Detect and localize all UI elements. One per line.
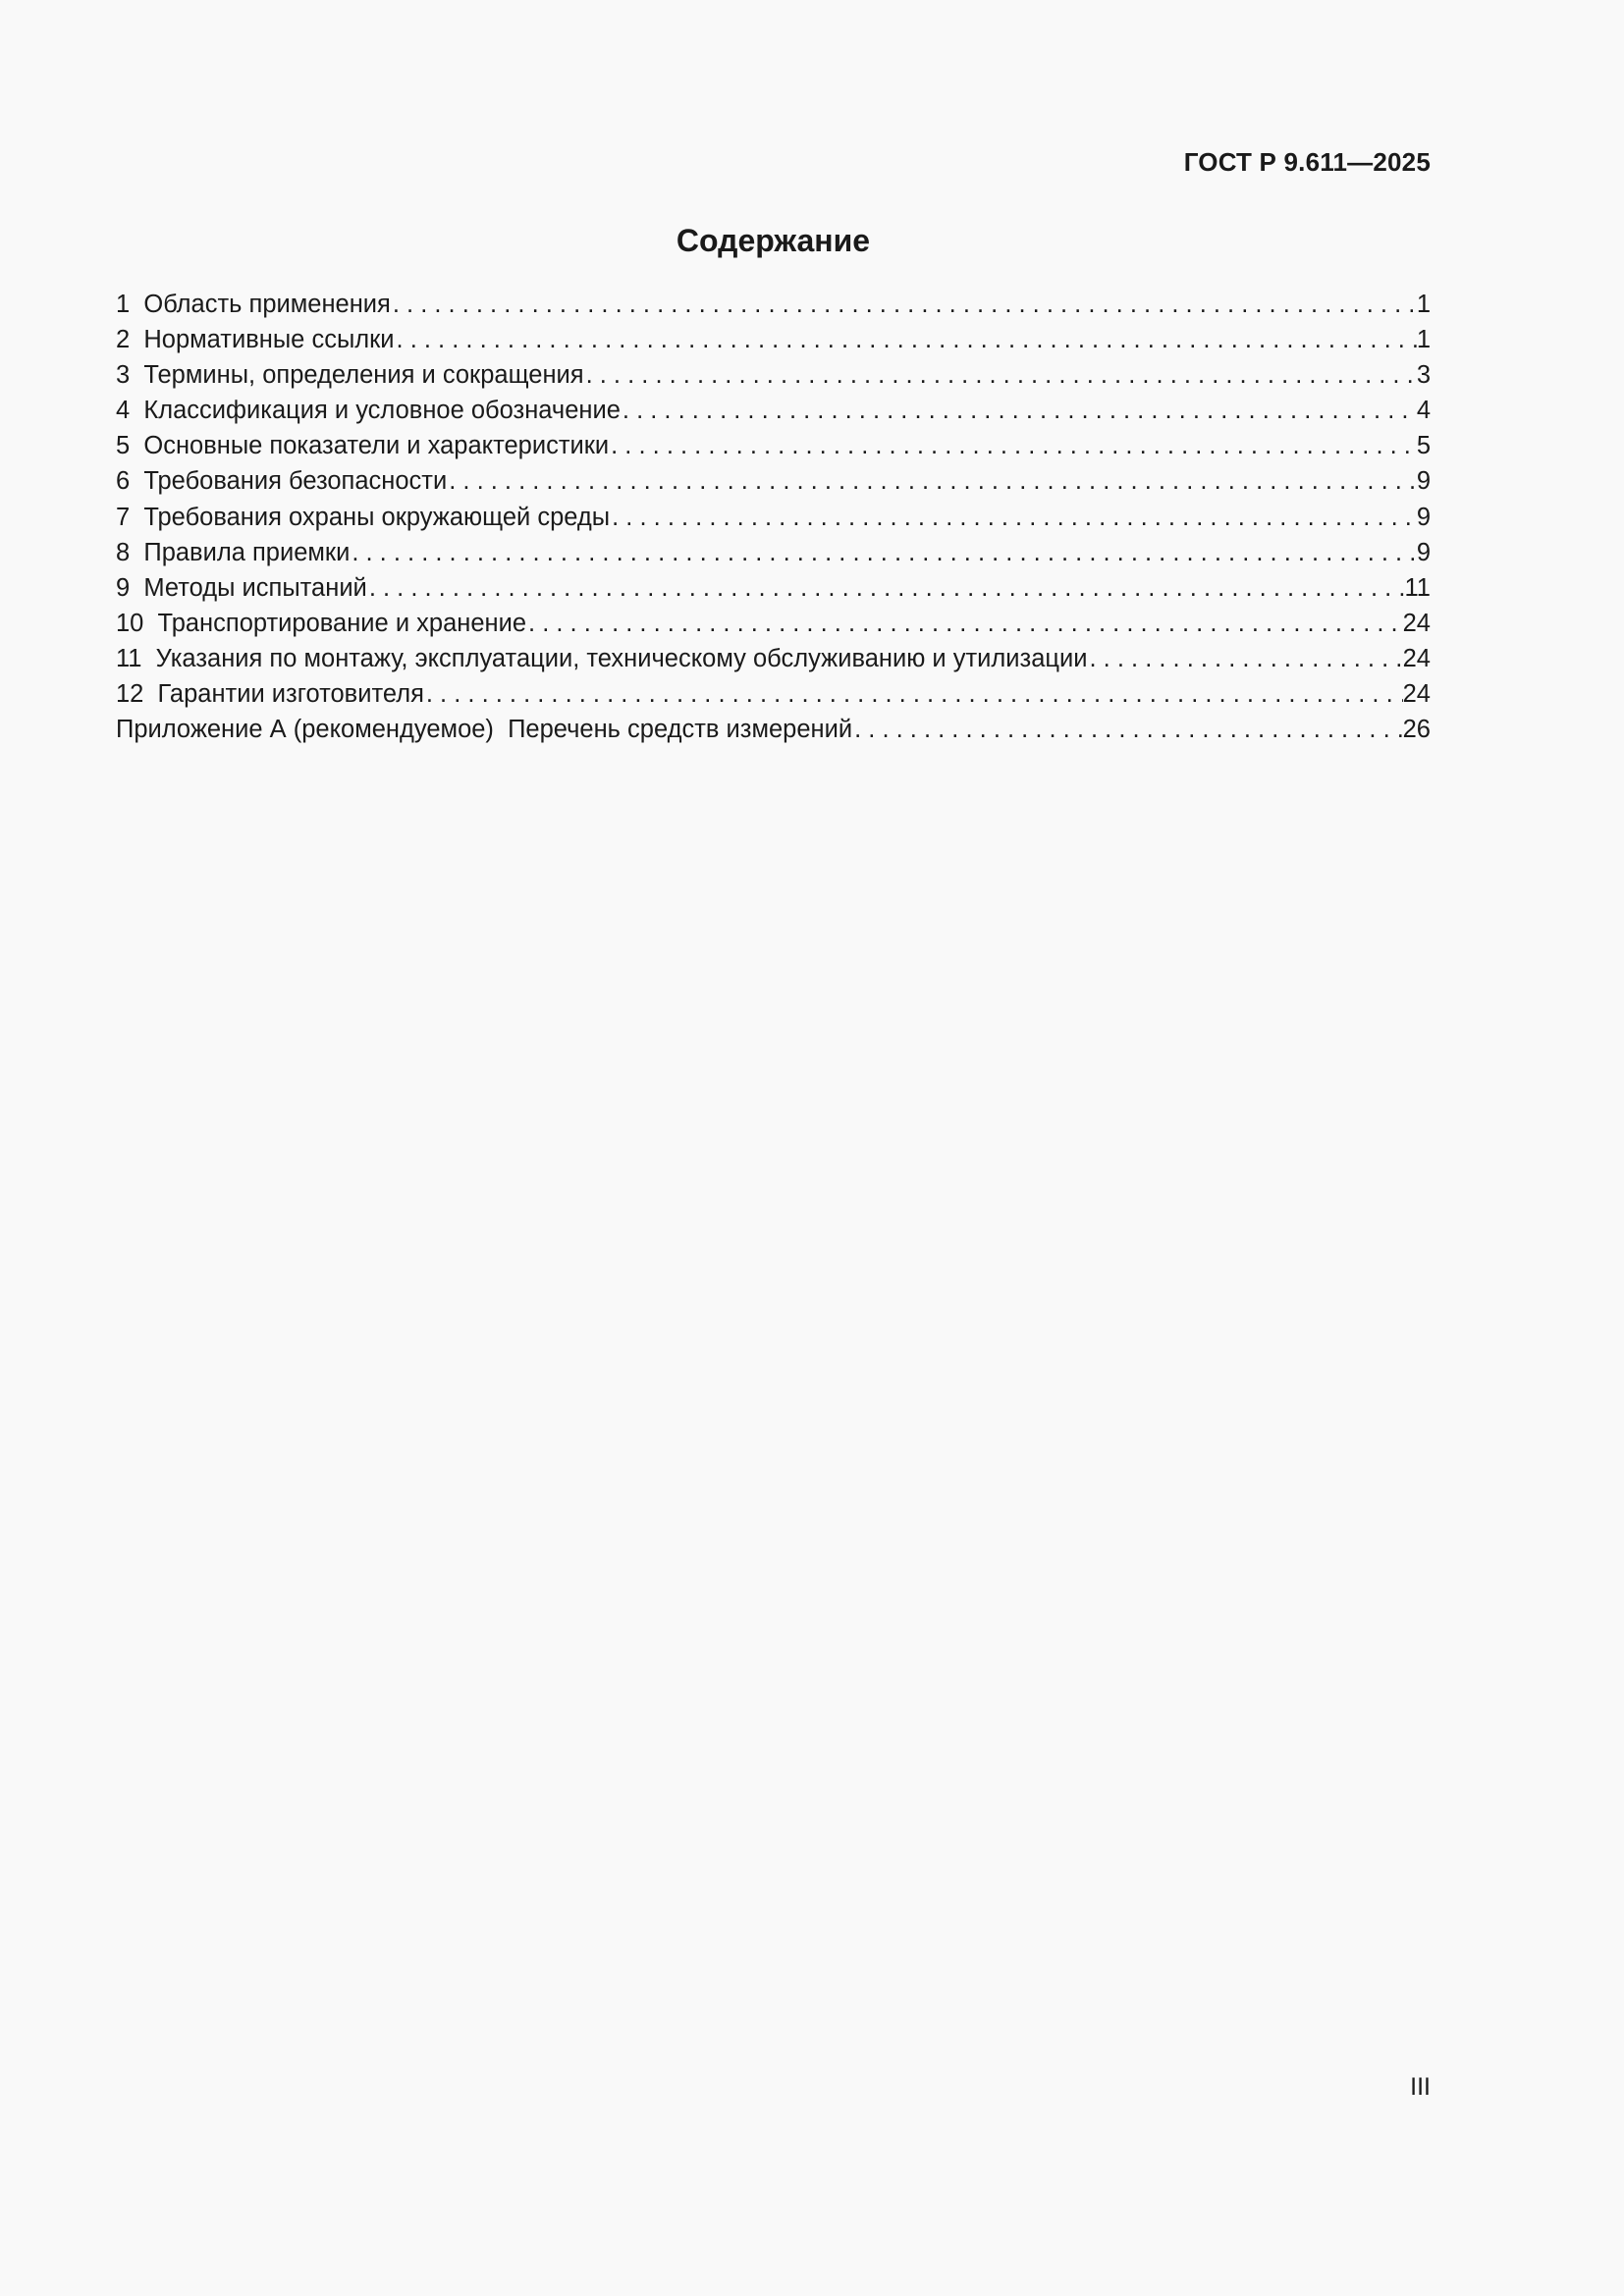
toc-entry-number: 2: [116, 326, 131, 354]
toc-dot-leader: [426, 676, 1403, 712]
toc-entry-6[interactable]: [116, 463, 1431, 499]
toc-entry-page: 24: [1402, 644, 1431, 672]
toc-entry-page: 11: [1404, 573, 1431, 602]
toc-entry-5[interactable]: [116, 428, 1431, 463]
toc-dot-leader: [393, 287, 1417, 322]
toc-entry-title: Приложение А (рекомендуемое) Перечень средств измерений: [116, 716, 853, 744]
toc-entry-page: 9: [1416, 538, 1431, 566]
toc-entry-title: Основные показатели и характеристики: [143, 432, 610, 460]
toc-entry-page: 24: [1402, 680, 1431, 709]
toc-entry-page: 1: [1416, 326, 1431, 354]
toc-entry-10[interactable]: [116, 606, 1431, 641]
toc-entry-title: Требования охраны окружающей среды: [143, 503, 611, 531]
toc-entry-number: 1: [116, 291, 131, 318]
toc-entry-2[interactable]: [116, 322, 1431, 357]
toc-entry-7[interactable]: [116, 500, 1431, 535]
toc-dot-leader: [611, 428, 1417, 463]
toc-entry-page: 5: [1416, 432, 1431, 460]
toc-entry-number: 11: [116, 644, 142, 672]
toc-entry-3[interactable]: [116, 357, 1431, 393]
toc-entry-9[interactable]: [116, 570, 1431, 606]
toc-entry-number: 9: [116, 573, 131, 602]
toc-dot-leader: [854, 712, 1403, 747]
toc-dot-leader: [369, 570, 1405, 606]
toc-entry-number: 8: [116, 538, 131, 566]
toc-entry-page: 24: [1402, 609, 1431, 637]
toc-entry-number: 6: [116, 467, 131, 496]
toc-entry-title: Классификация и условное обозначение: [143, 397, 621, 425]
toc-entry-page: 4: [1416, 397, 1431, 425]
toc-entry-page: 9: [1416, 467, 1431, 496]
toc-entry-1[interactable]: [116, 287, 1431, 322]
toc-dot-leader: [623, 393, 1417, 428]
toc-entry-title: Правила приемки: [143, 538, 351, 566]
toc-title: Содержание: [676, 223, 871, 258]
toc-entry-title: Гарантии изготовителя: [157, 680, 424, 709]
toc-entry-page: 26: [1402, 716, 1431, 744]
toc-list: [116, 287, 1431, 747]
toc-entry-number: 3: [116, 361, 131, 390]
toc-entry-title: Нормативные ссылки: [143, 326, 395, 354]
toc-entry-page: 9: [1416, 503, 1431, 531]
toc-entry-title: Указания по монтажу, эксплуатации, техническому обслуживанию и утилизации: [155, 644, 1088, 672]
toc-entry-12[interactable]: [116, 676, 1431, 712]
toc-dot-leader: [612, 500, 1417, 535]
toc-entry-number: 7: [116, 503, 131, 531]
document-code: ГОСТ Р 9.611—2025: [1183, 147, 1431, 177]
toc-entry-title: Транспортирование и хранение: [157, 609, 527, 637]
toc-dot-leader: [586, 357, 1417, 393]
toc-entry-number: 5: [116, 432, 131, 460]
toc-entry-title: Область применения: [143, 291, 391, 318]
toc-entry-title: Требования безопасности: [143, 467, 448, 496]
toc-dot-leader: [449, 463, 1417, 499]
toc-entry-number: 10: [116, 609, 144, 637]
toc-entry-page: 3: [1416, 361, 1431, 390]
toc-dot-leader: [397, 322, 1417, 357]
toc-entry-page: 1: [1416, 291, 1431, 318]
toc-entry-appendix-a[interactable]: [116, 712, 1431, 747]
toc-entry-4[interactable]: [116, 393, 1431, 428]
toc-entry-title: Методы испытаний: [143, 573, 367, 602]
toc-entry-number: 12: [116, 680, 144, 709]
toc-entry-8[interactable]: [116, 535, 1431, 570]
toc-dot-leader: [352, 535, 1416, 570]
toc-dot-leader: [528, 606, 1403, 641]
toc-entry-number: 4: [116, 397, 131, 425]
toc-entry-11[interactable]: [116, 641, 1431, 676]
toc-dot-leader: [1090, 641, 1403, 676]
page-number: III: [1410, 2073, 1431, 2101]
toc-entry-title: Термины, определения и сокращения: [143, 361, 584, 390]
